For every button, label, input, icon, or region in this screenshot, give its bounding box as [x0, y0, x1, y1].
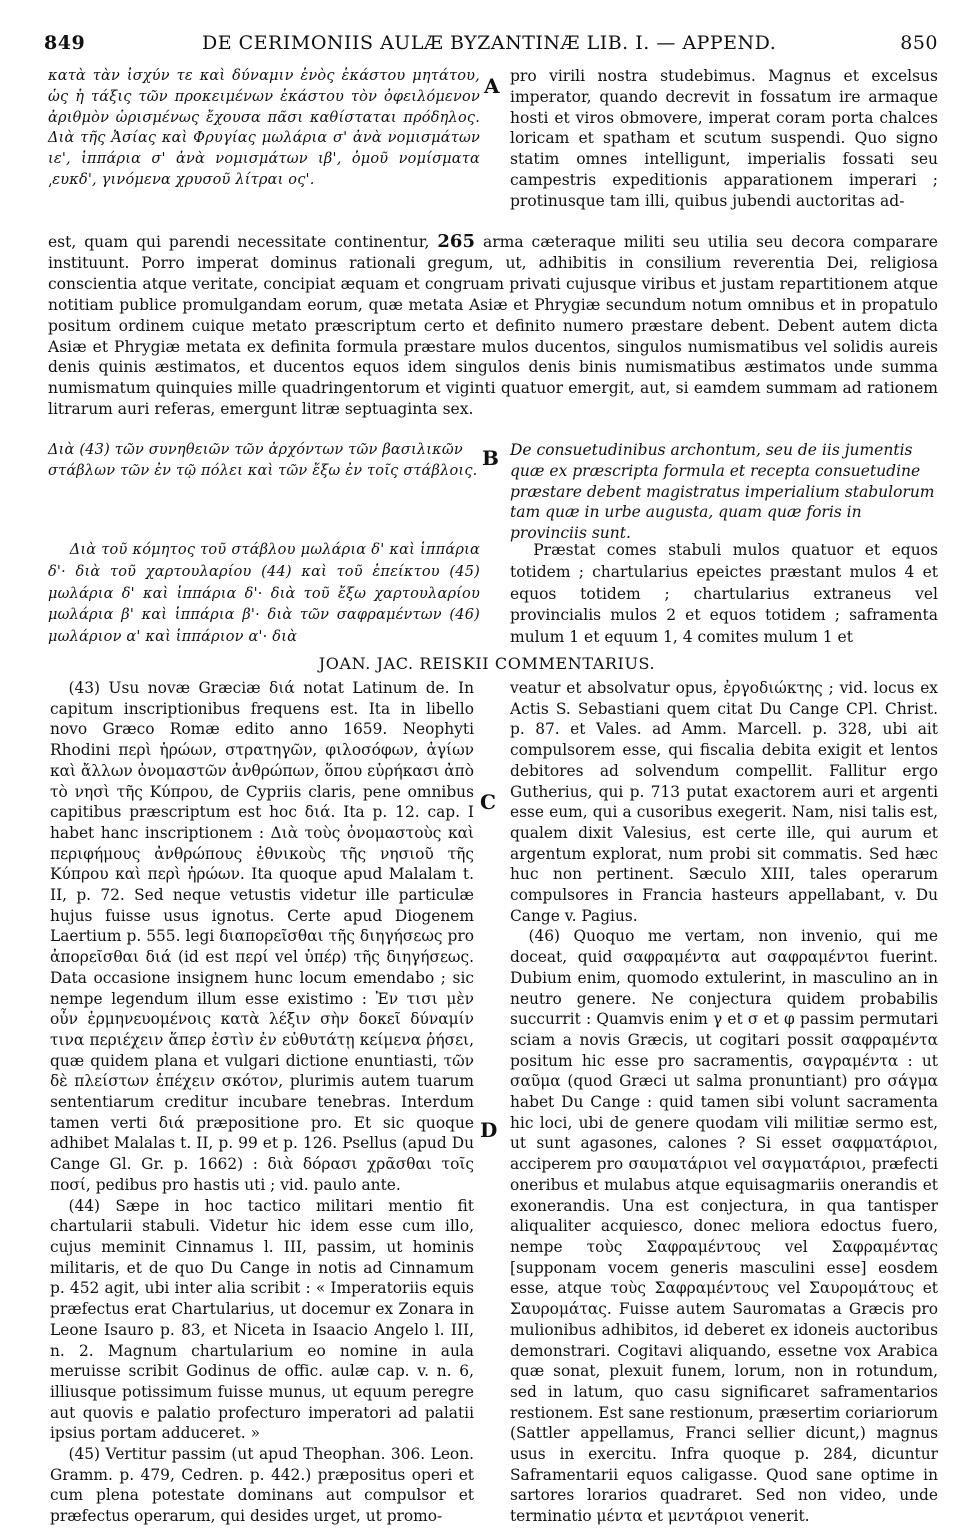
- margin-marker-c: C: [480, 790, 496, 814]
- section-b-latin-body: Præstat comes stabuli mulos quatuor et equos totidem ; chartularius epeictes præstant mulos 4 et equos totidem ; chartularius extraneus vel provincialis mulos 2 et equos totidem ; saframenta mulum 1 et equum 1, 4 comites mulum 1 et: [510, 541, 938, 647]
- running-title: DE CERIMONIIS AULÆ BYZANTINÆ LIB. I. — APPEND.: [202, 32, 777, 54]
- margin-marker-b: B: [482, 446, 499, 470]
- line-number-265: 265: [437, 231, 475, 252]
- greek-text-top: κατὰ τὰν ἰσχύν τε καὶ δύναμιν ἑνὸς ἑκάστου μητάτου, ὡς ἡ τάξις τῶν προκειμένων ἑκάστου τὸν ὀφειλόμενον ἀριθμὸν ὡρισμένως ἔχουσα πᾶσι καθίσταται πρόδηλος. Διὰ τῆς Ἀσίας καὶ Φρυγίας μωλάρια σ' ἀνὰ νομισμάτων ιε', ἱππάρια σ' ἀνὰ νομισμάτων ιβ', ὁμοῦ νομίσματα ͵ευκδ', γινόμενα χρυσοῦ λίτραι ος'.: [48, 68, 480, 188]
- margin-marker-d: D: [480, 1118, 498, 1142]
- note-46: (46) Quoquo me vertam, non invenio, qui me doceat, quid σαφραμέντα aut σαφραμέντοι fuerint. Dubium enim, quomodo extulerint, in masculino an in neutro genere. Ne conjectura quidem probabilis succurrit : Quamvis enim γ et σ et φ passim permutari sciam a novis Græcis, ut cogitari possit σαφραμέντα positum hic esse pro sacramentis, σαγραμέντα : ut σαῦμα (quod Græci ut salma pronuntiant) pro σάγμα habet Du Cange : quid tamen sibi volunt sacramenta hic loci, ubi de genere quodam vili militiæ sermo est, ut sunt agasones, calones ? Si esset σαφματάριοι, acciperem pro σαυματάριοι vel σαγματάριοι, præfecti oneribus et mulabus atque equisagmariis onerandis et exonerandis. Una est conjectura, in qua tantisper aliqualiter acquiesco, donec meliora edoctus fuero, nempe τοὺς Σαφραμέντους vel Σαφραμέντας [supponam vocem generis masculini esse] eosdem esse, atque τοὺς Σαφραμέντους vel Σαυρομάτους et Σαυρομάτας. Fuisse autem Sauromatas a Græcis pro mulionibus adhibitos, id deberet ex idoneis auctoribus demonstrari. Cogitavi aliquando, essetne vox Arabica quæ sonat, plexuit funem, lorum, non in rotundum, sed in latum, quo casu significaret saframentarios restionem. Est sane restionum, præsertim coriariorum (Sattler appellamus, Franci sellier dicunt,) magnus usus in exercitu. Infra quoque p. 284, dicuntur Saframentarii equos caligasse. Quod sane optime in sartores lorarios quadraret. Sed non video, unde terminatio μέντα et μεντάριοι venerit.: [510, 927, 938, 1526]
- note-45: (45) Vertitur passim (ut apud Theophan. 306. Leon. Gramm. p. 479, Cedren. p. 442.) præpositus operi et cum plena potestate dominans aut compulsor et præfectus operarum, qui desides urget, ut promo-: [50, 1445, 474, 1526]
- running-header: [44, 32, 938, 58]
- latin-text-full-width: est, quam qui parendi necessitate continentur, 265 arma cæteraque militi seu utilia seu decora comparare instituunt. Porro imperat dominus rationali gregum, ut, adhibitis in consilium reverentia Dei, religiosa conscientia atque veritate, concipiat æquam et congruam privati cujusque viribus et justam repartitionem atque notitiam publice promulgandam eorum, quæ metata Asiæ et Phrygiæ secundum notum omnibus et in propatulo positum ordinem cuique metato præscriptum certo et definito numero præstare debent. Debent autem dicta Asiæ et Phrygiæ metata ex definita formula præstare mulos ducentos, singulos numismatibus vel solidis aureis denis quinis æstimatos, et ducentos equos idem singulos denis binis numismatibus æstimatos unde summa numismatum quinquies mille quadringentorum et viginti quatuor emergit, aut, si eamdem summam ad rationem litrarum auri referas, emergunt litræ septuaginta sex.: [48, 231, 938, 419]
- note-44: (44) Sæpe in hoc tactico militari mentio fit chartularii stabuli. Videtur hic idem esse cum illo, cujus meminit Cinnamus l. III, passim, ut hominis militaris, et de quo Du Cange in notis ad Cinnamum p. 452 agit, ubi inter alia scribit : « Imperatoriis equis præfectus erat Chartularius, ut docemur ex Zonara in Leone Isauro p. 83, et Niceta in Isaacio Angelo l. III, n. 2. Magnum chartularium eo nomine in aula meruisse scribit Godinus de offic. aulæ cap. v. n. 6, illiusque potissimum fuisse munus, ut equum peregre aut quovis e palatio profecturo imperatori ad palatii ipsius portam adduceret. »: [50, 1196, 474, 1443]
- section-b-latin-title: De consuetudinibus archontum, seu de iis jumentis quæ ex præscripta formula et recepta consuetudine præstare debent magistratus imperialium stabulorum tam quæ in urbe augusta, quam quæ foris in provinciis sunt.: [510, 441, 935, 543]
- page-number-right: 850: [900, 32, 938, 54]
- commentary-left-column: [50, 678, 474, 1527]
- commentary-title: JOAN. JAC. REISKII COMMENTARIUS.: [318, 654, 656, 673]
- commentary-right-column: [510, 678, 938, 1527]
- latin-text-top: pro virili nostra studebimus. Magnus et excelsus imperator, quando decrevit in fossatum ire armaque hosti et viros obmovere, imperat coram porta chalces loricam et spatham et scutum suspendi. Quo signo statim omnes intelligunt, imperialis fossati seu campestris expeditionis apparationem imperari ; protinusque tam illi, quibus jubendi auctoritas ad-: [510, 67, 938, 210]
- note-43: (43) Usu novæ Græciæ διά notat Latinum de. In capitum inscriptionibus frequens est. Ita in libello novo Græco Romæ edito anno 1659. Neophyti Rhodini περὶ ἡρώων, στρατηγῶν, φιλοσόφων, ἁγίων καὶ ἄλλων ὀνομαστῶν ἀνθρώπων, ὅπου εὑρήκασι ἀπὸ τὸ νησὶ τῆς Κύπρου, de Cypriis claris, pene omnibus capitibus præscriptum est hoc διά. Ita p. 12. cap. I habet hanc inscriptionem : Διὰ τοὺς ὀνομαστοὺς καὶ περιφήμους ἀνθρώπους ἐθνικοὺς τῆς νησιοῦ τῆς Κύπρου καὶ περὶ ἡρώων. Ita quoque apud Malalam t. II, p. 72. Sed neque vetustis videtur ille particulæ hujus fuisse usus ignotus. Certe apud Diogenem Laertium p. 555. legi διαπορεῖσθαι τῆς διηγήσεως pro ἀπορεῖσθαι διά (id est περί vel ὑπέρ) τῆς διηγήσεως. Data occasione insignem hunc locum emendabo ; sic nempe legendum illum esse existimo : Ἐν τισι μὲν οὖν ἑρμηνευομένοις κατὰ λέξιν σὴν δοκεῖ δύναμίν τινα περιέχειν ἅπερ ἐστὶν ἐν εὐθυτάτῃ κείμενα ῥήσει, quæ quidem plana et vulgari dictione enuntiasti, τῶν δὲ πλείστων ἐπέχειν σκότον, plurimis autem tuarum sententiarum creditur incubare tenebras. Interdum tamen verti διά præpositione pro. Et sic quoque adhibet Malalas t. II, p. 99 et p. 126. Psellus (apud Du Cange Gl. Gr. p. 1662) : διὰ δόρασι χρᾶσθαι τοῖς ποσί, pedibus pro hastis uti ; vid. paulo ante.: [50, 679, 474, 1194]
- margin-marker-a: A: [484, 74, 500, 98]
- page-number-left: 849: [44, 32, 86, 54]
- section-b-greek-title: Διὰ (43) τῶν συνηθειῶν τῶν ἀρχόντων τῶν βασιλικῶν στάβλων τῶν ἐν τῷ πόλει καὶ τῶν ἔξω ἐν τοῖς στάβλοις.: [48, 442, 478, 479]
- note-45-continued: veatur et absolvatur opus, ἐργοδιώκτης ; vid. locus ex Actis S. Sebastiani quem citat Du Cange CPl. Christ. p. 87. et Vales. ad Amm. Marcell. p. 328, ubi ait compulsorem esse, qui fiscalia debita exigit et lentos debitores ad solvendum compellit. Fallitur ergo Gutherius, qui p. 713 putat exactorem auri et argenti esse eum, qui a cusoribus exegerit. Nam, nisi talis est, qualem dixit Valesius, est certe ille, qui aurum et argentum explorat, num probi sit commatis. Sed hæc huc non pertinent. Sæculo XIII, tales operarum compulsores in Francia hasteurs appellabant, v. Du Cange v. Pagius.: [510, 679, 938, 925]
- section-b-greek-body: Διὰ τοῦ κόμητος τοῦ στάβλου μωλάρια δ' καὶ ἱππάρια δ'· διὰ τοῦ χαρτουλαρίου (44) καὶ τοῦ ἐπείκτου (45) μωλάρια δ' καὶ ἱππάρια δ'· διὰ τοῦ ἔξω χαρτουλαρίου μωλάρια β' καὶ ἱππάρια β'· διὰ τῶν σαφραμέντων (46) μωλάριον α' καὶ ἱππάριον α'· διὰ: [48, 542, 480, 646]
